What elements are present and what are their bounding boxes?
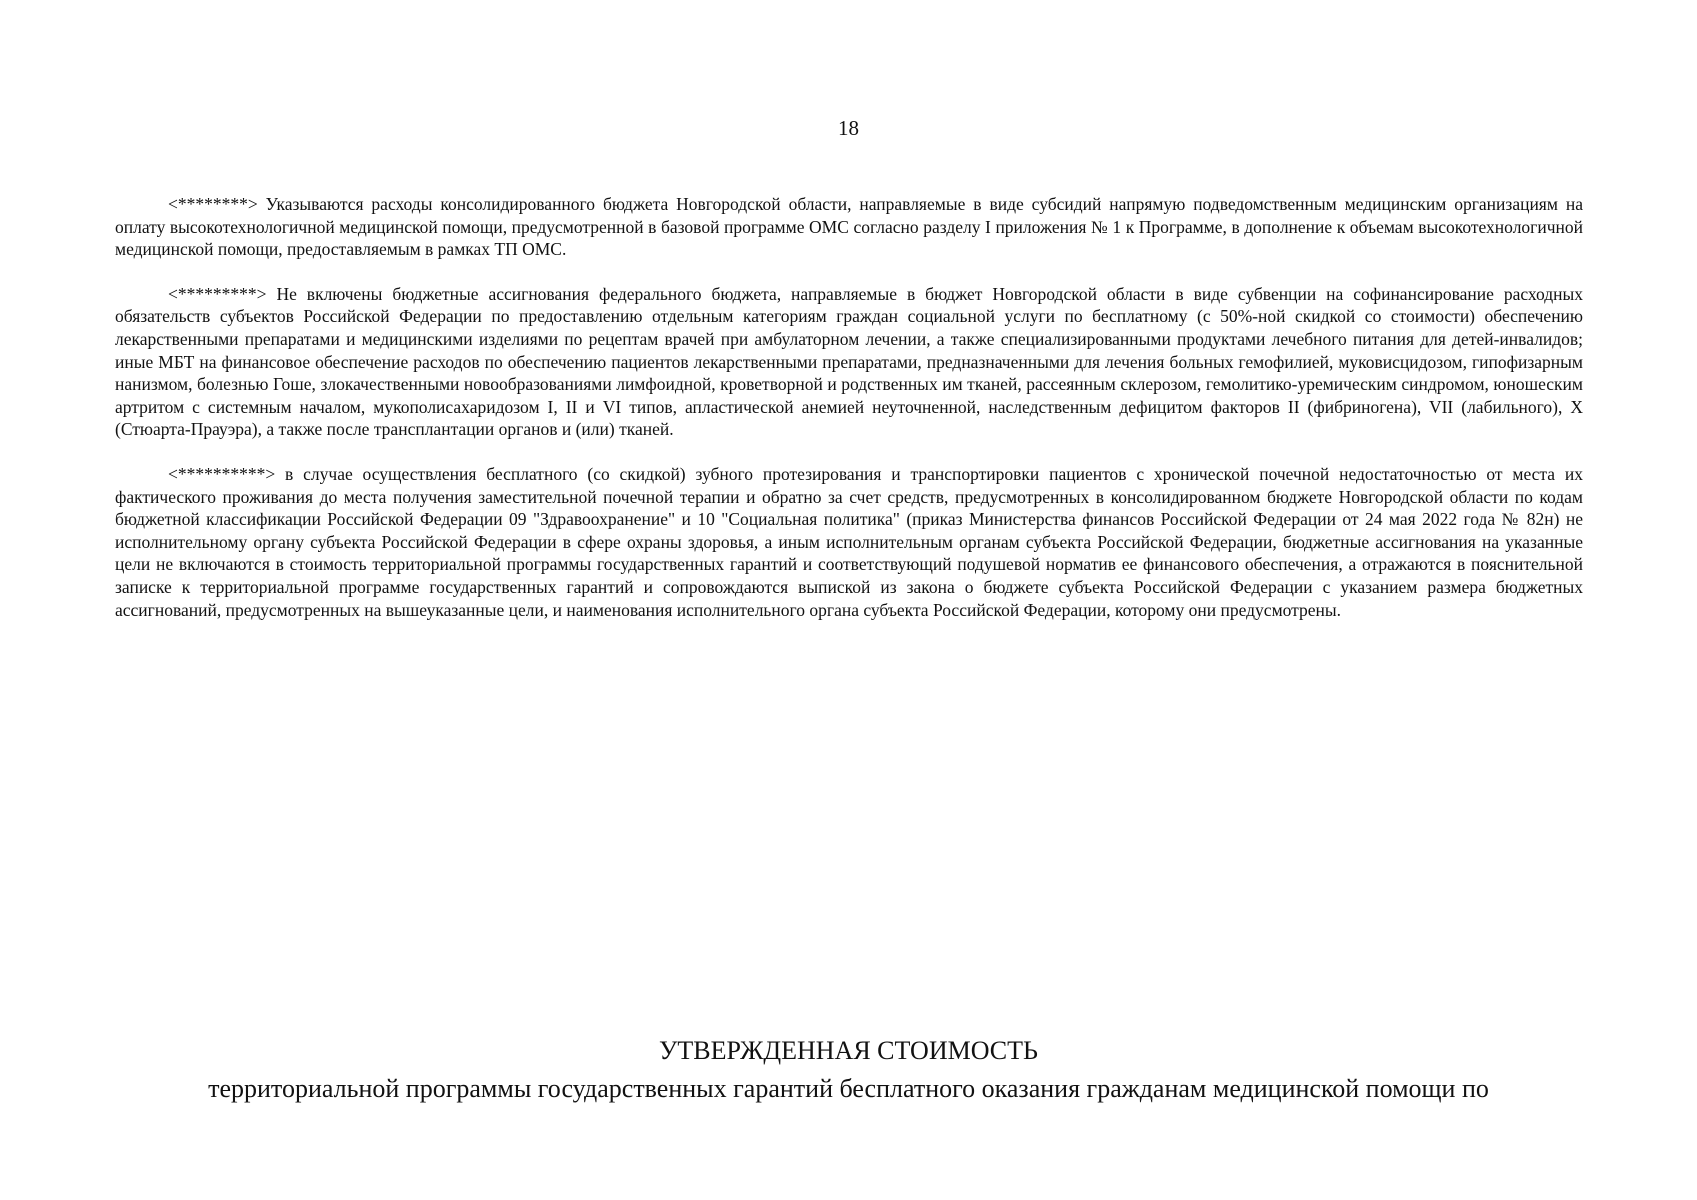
section-title: УТВЕРЖДЕННАЯ СТОИМОСТЬ (659, 1036, 1038, 1065)
footnote-9-stars: <*********> Не включены бюджетные ассигнования федерального бюджета, направляемые в бюджет Новгородской области в виде субвенции на софинансирование расходных обязательств субъектов Российской Федерации по предоставлению отдельным категориям граждан социальной услуги по бесплатному (с 50%-ной скидкой со стоимости) обеспечению лекарственными препаратами и медицинскими изделиями по рецептам врачей при амбулаторном лечении, а также специализированными продуктами лечебного питания для детей-инвалидов; иные МБТ на финансовое обеспечение расходов по обеспечению пациентов лекарственными препаратами, предназначенными для лечения больных гемофилией, муковисцидозом, гипофизарным нанизмом, болезнью Гоше, злокачественными новообразованиями лимфоидной, кроветворной и родственных им тканей, рассеянным склерозом, гемолитико-уремическим синдромом, юношеским артритом с системным началом, мукополисахаридозом I, II и VI типов, апластической анемией неуточненной, наследственным дефицитом факторов II (фибриногена), VII (лабильного), X (Стюарта-Прауэра), а также после трансплантации органов и (или) тканей. (115, 283, 1583, 440)
footnote-8-stars: <********> Указываются расходы консолидированного бюджета Новгородской области, направляемые в виде субсидий напрямую подведомственным медицинским организациям на оплату высокотехнологичной медицинской помощи, предусмотренной в базовой программе ОМС согласно разделу I приложения № 1 к Программе, в дополнение к объемам высокотехнологичной медицинской помощи, предоставляемым в рамках ТП ОМС. (115, 194, 1583, 260)
page-number: 18 (838, 116, 859, 140)
footnotes (115, 193, 1583, 643)
section-subtitle: территориальной программы государственных гарантий бесплатного оказания гражданам медицинской помощи по (208, 1074, 1489, 1103)
footnote-10-stars: <**********> в случае осуществления бесплатного (со скидкой) зубного протезирования и транспортировки пациентов с хронической почечной недостаточностью от места их фактического проживания до места получения заместительной почечной терапии и обратно за счет средств, предусмотренных в консолидированном бюджете Новгородской области по кодам бюджетной классификации Российской Федерации 09 "Здравоохранение" и 10 "Социальная политика" (приказ Министерства финансов Российской Федерации от 24 мая 2022 года № 82н) не исполнительному органу субъекта Российской Федерации в сфере охраны здоровья, а иным исполнительным органам субъекта Российской Федерации, бюджетные ассигнования на указанные цели не включаются в стоимость территориальной программы государственных гарантий и соответствующий подушевой норматив ее финансового обеспечения, а отражаются в пояснительной записке к территориальной программе государственных гарантий и сопровождаются выпиской из закона о бюджете субъекта Российской Федерации с указанием размера бюджетных ассигнований, предусмотренных на вышеуказанные цели, и наименования исполнительного органа субъекта Российской Федерации, которому они предусмотрены. (115, 463, 1583, 620)
